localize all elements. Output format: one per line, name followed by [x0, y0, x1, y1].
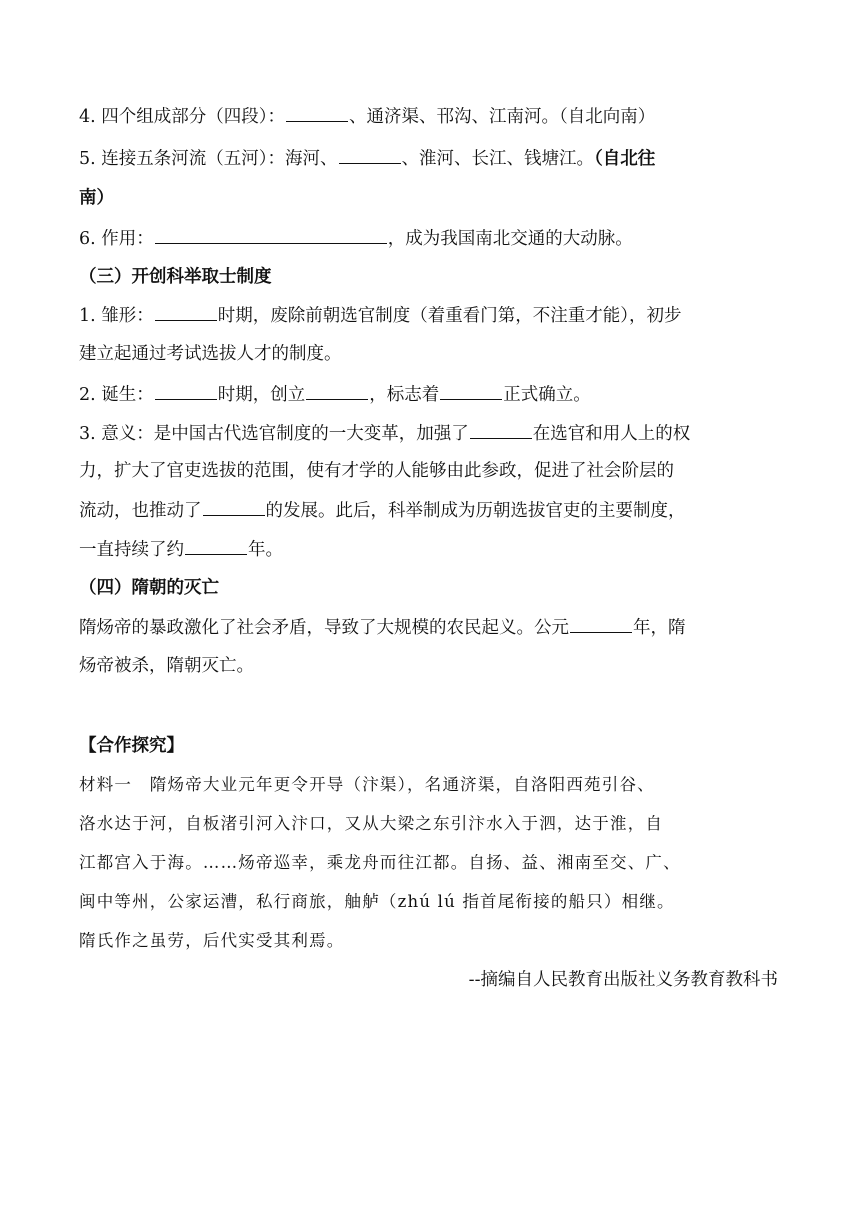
fill-blank[interactable] [185, 537, 247, 555]
item-5-direction: （自北往 [594, 149, 656, 169]
item-6-suffix: ，成为我国南北交通的大动脉。 [387, 229, 633, 249]
s3-item-3-text-c: 的发展。此后，科举制成为历朝选拔官吏的主要制度， [265, 501, 686, 521]
s3-item-3-cont-2 [79, 498, 686, 523]
fill-blank[interactable] [155, 382, 217, 400]
s3-item-3-text-b: 流动，也推动了 [79, 501, 202, 521]
item-6-line [79, 226, 633, 251]
s3-item-2-text-c: 正式确立。 [503, 385, 591, 405]
s3-item-1-prefix: 1. 雏形： [79, 306, 154, 326]
s3-item-3-text-e: 年。 [248, 540, 283, 560]
item-5-line [79, 146, 655, 171]
cooperation-heading: 【合作探究】 [79, 736, 184, 756]
s3-item-3-text-a: 在选官和用人上的权 [532, 424, 691, 444]
s3-item-2-text-a: 时期，创立 [217, 385, 306, 405]
s4-text-a: 隋炀帝的暴政激化了社会矛盾，导致了大规模的农民起义。公元 [79, 618, 569, 638]
fill-blank[interactable] [286, 104, 348, 122]
item-5-direction-cont: 南） [79, 188, 114, 208]
section-4-heading: （四）隋朝的灭亡 [79, 578, 219, 598]
s4-para-cont: 炀帝被杀，隋朝灭亡。 [79, 656, 254, 676]
item-5-suffix: 、淮河、长江、钱塘江。 [401, 149, 595, 169]
s3-item-2-prefix: 2. 诞生： [79, 385, 154, 405]
s3-item-1-line [79, 303, 682, 328]
fill-blank[interactable] [306, 382, 368, 400]
s3-item-3-text-d: 一直持续了约 [79, 540, 184, 560]
s3-item-1-text: 时期，废除前朝选官制度（着重看门第，不注重才能），初步 [217, 306, 682, 326]
material-source: --摘编自人民教育出版社义务教育教科书 [468, 970, 778, 990]
material-line: 江都宫入于海。……炀帝巡幸，乘龙舟而往江都。自扬、益、湘南至交、广、 [79, 853, 681, 872]
item-6-prefix: 6. 作用： [79, 229, 154, 249]
item-5-prefix: 5. 连接五条河流（五河）：海河、 [79, 149, 338, 169]
s3-item-3-prefix: 3. 意义：是中国古代选官制度的一大变革，加强了 [79, 424, 469, 444]
fill-blank[interactable] [570, 615, 632, 633]
fill-blank[interactable] [440, 382, 502, 400]
section-3-heading: （三）开创科举取士制度 [79, 267, 272, 287]
fill-blank[interactable] [155, 303, 217, 321]
material-line: 洛水达于河，自板渚引河入汴口，又从大梁之东引汴水入于泗，达于淮，自 [79, 814, 664, 833]
fill-blank[interactable] [339, 146, 401, 164]
material-line: 闽中等州，公家运漕，私行商旅，舳舻（zhú lú 指首尾衔接的船只）相继。 [79, 892, 675, 911]
s3-item-3-line [79, 421, 690, 446]
material-line: 材料一 隋炀帝大业元年更令开导（汴渠），名通济渠，自洛阳西苑引谷、 [79, 775, 655, 794]
item-4-prefix: 4. 四个组成部分（四段）： [79, 107, 286, 127]
s3-item-1-cont: 建立起通过考试选拔人才的制度。 [79, 344, 342, 364]
material-line: 隋氏作之虽劳，后代实受其利焉。 [79, 931, 345, 950]
item-4-line [79, 104, 655, 129]
fill-blank[interactable] [203, 498, 265, 516]
s4-text-b: 年，隋 [633, 618, 686, 638]
s3-item-2-text-b: ，标志着 [369, 385, 440, 405]
fill-blank[interactable] [470, 421, 532, 439]
s4-para-line [79, 615, 686, 640]
item-4-suffix: 、通济渠、邗沟、江南河。（自北向南） [349, 107, 656, 127]
s3-item-2-line [79, 382, 591, 407]
s3-item-3-cont-1: 力，扩大了官吏选拔的范围，使有才学的人能够由此参政，促进了社会阶层的 [79, 461, 674, 481]
fill-blank[interactable] [155, 226, 387, 244]
s3-item-3-cont-3 [79, 537, 283, 562]
